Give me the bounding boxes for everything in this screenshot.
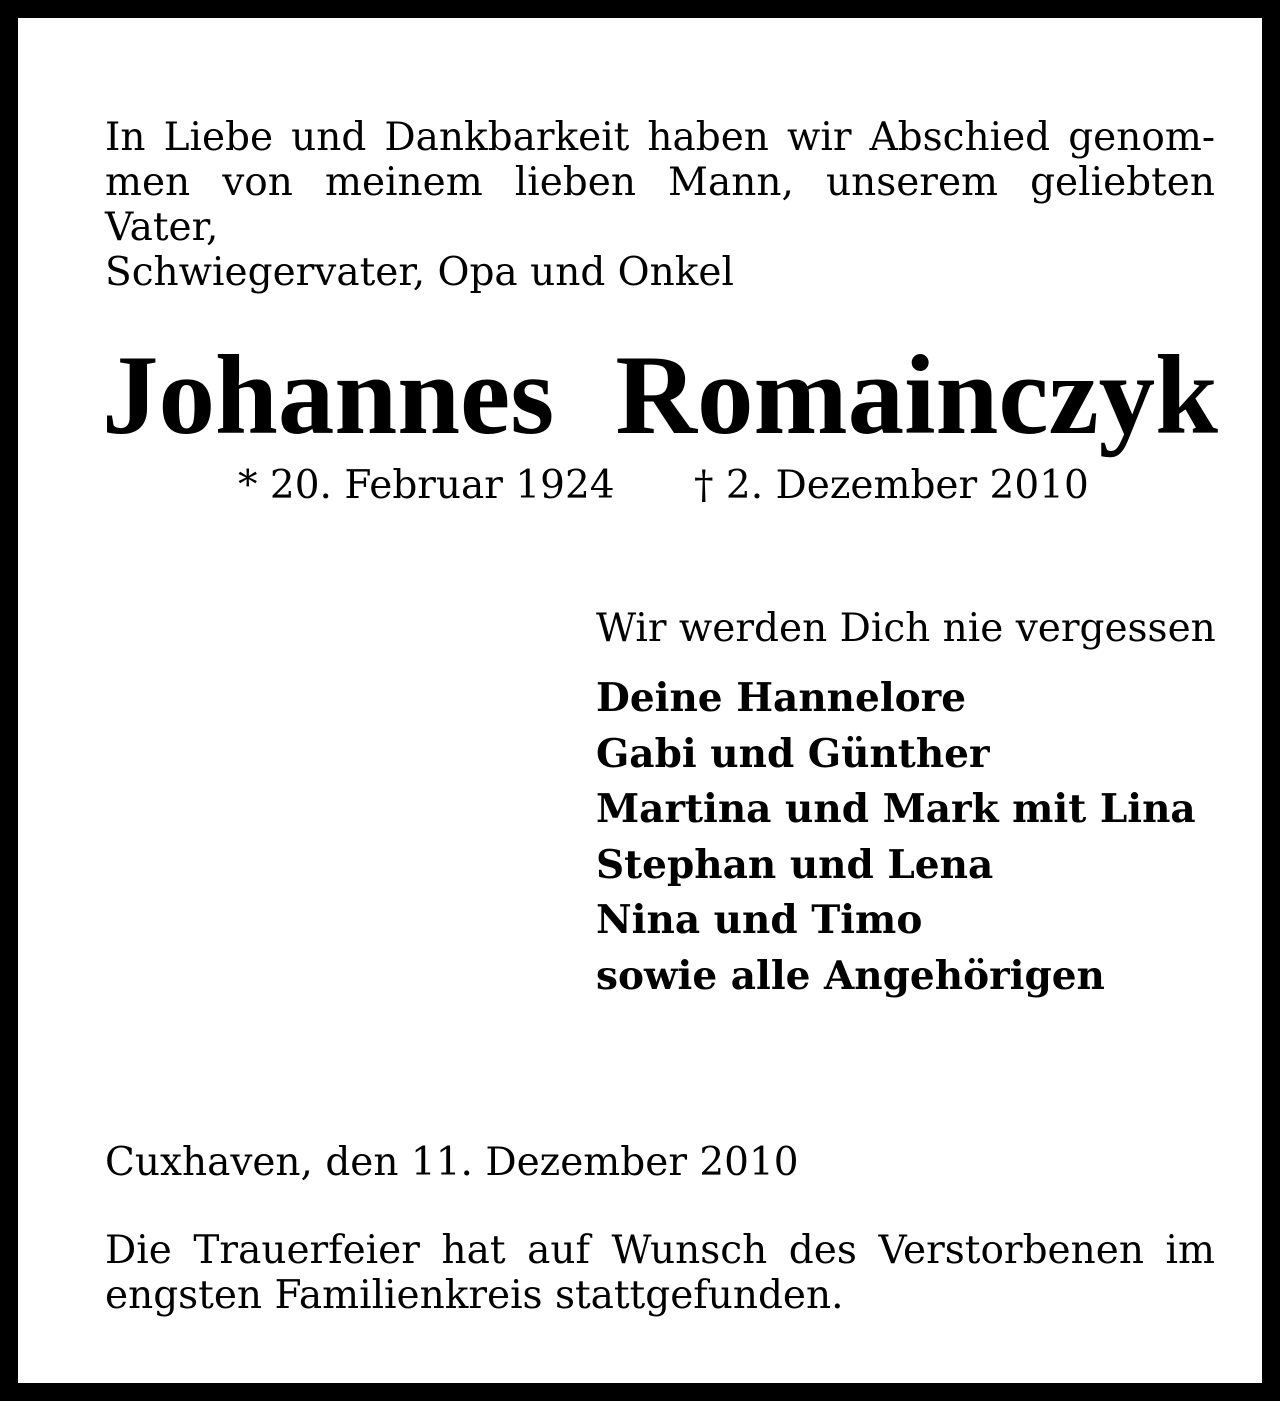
family-member: Gabi und Günther [596, 730, 990, 777]
family-member: Nina und Timo [596, 897, 923, 943]
deceased-name: Johannes Romainczyk [102, 333, 1218, 458]
intro-line: Schwiegervater, Opa und Onkel [105, 250, 734, 295]
family-member: Stephan und Lena [596, 841, 994, 888]
funeral-note [105, 1228, 1215, 1318]
note-line: Die Trauerfeier hat auf Wunsch des Verstorbenen im [105, 1228, 1215, 1273]
birth-date: * 20. Februar 1924 [238, 463, 615, 508]
intro-text [105, 115, 1215, 295]
death-date: † 2. Dezember 2010 [694, 463, 1089, 508]
farewell-line: Wir werden Dich nie vergessen [596, 606, 1216, 651]
family-member: sowie alle Angehörigen [596, 952, 1105, 999]
family-member: Martina und Mark mit Lina [596, 786, 1196, 832]
intro-line: men von meinem lieben Mann, unserem geliebten Vater, [105, 160, 1215, 250]
place-and-date: Cuxhaven, den 11. Dezember 2010 [105, 1140, 799, 1185]
family-list [596, 671, 1196, 1004]
intro-line: In Liebe und Dankbarkeit haben wir Abschied genom- [105, 115, 1215, 160]
note-line: engsten Familienkreis stattgefunden. [105, 1273, 844, 1318]
family-member: Deine Hannelore [596, 675, 967, 721]
